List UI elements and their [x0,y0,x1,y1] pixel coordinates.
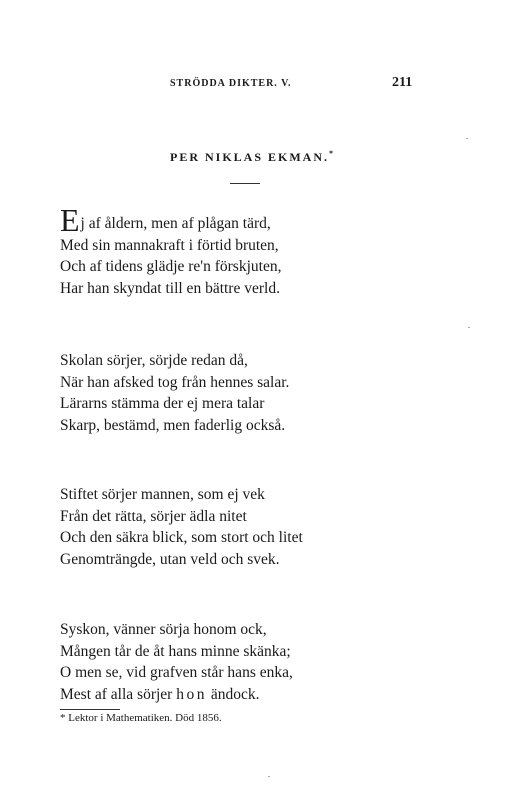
verse-line: Genomträngde, utan veld och svek. [60,550,280,568]
verse-line-text: j af åldern, men af plågan tärd, [80,215,271,232]
paper-speck [268,776,270,777]
stanza-1 [60,202,282,299]
verse-line [60,684,293,706]
stanza-3 [60,484,303,570]
title-rule [230,183,260,184]
verse-line: Har han skyndat till en bättre verld. [60,279,280,297]
verse-line: Syskon, vänner sörja honom ock, [60,621,267,638]
verse-line [60,202,281,238]
verse-line: När han afsked tog från hennes salar. [60,373,290,391]
stanza-2 [60,350,289,436]
verse-line: Med sin mannakraft i förtid bruten, [60,236,279,254]
verse-line: Från det rätta, sörjer ädla nitet [60,507,247,525]
footnote-rule [60,709,120,710]
verse-line: O men se, vid grafven står hans enka, [60,664,293,681]
verse-line: Skarp, bestämd, men faderlig också. [60,416,286,434]
verse-line-end: ändock. [210,685,260,703]
emphasized-word: hon [176,685,207,703]
poem-title-text: PER NIKLAS EKMAN. [170,150,330,164]
footnote-marker: * [329,149,336,158]
verse-line-text: Mest af alla sörjer [60,685,173,703]
verse-line: Och den säkra blick, som stort och litet [60,529,303,546]
paper-speck [466,138,468,139]
verse-line: Stiftet sörjer mannen, som ej vek [60,486,265,503]
verse-line: Skolan sörjer, sörjde redan då, [60,352,248,369]
page-number: 211 [392,75,413,90]
verse-line: Och af tidens glädje re'n förskjuten, [60,258,282,275]
verse-line: Mången tår de åt hans minne skänka; [60,642,291,660]
stanza-4 [60,619,293,705]
poem-title [170,149,335,165]
running-title: STRÖDDA DIKTER. V. [170,78,292,89]
drop-cap: E [60,202,80,238]
footnote: * Lektor i Mathematiken. Död 1856. [60,712,222,724]
verse-line: Lärarns stämma der ej mera talar [60,395,265,412]
paper-speck [468,327,470,328]
